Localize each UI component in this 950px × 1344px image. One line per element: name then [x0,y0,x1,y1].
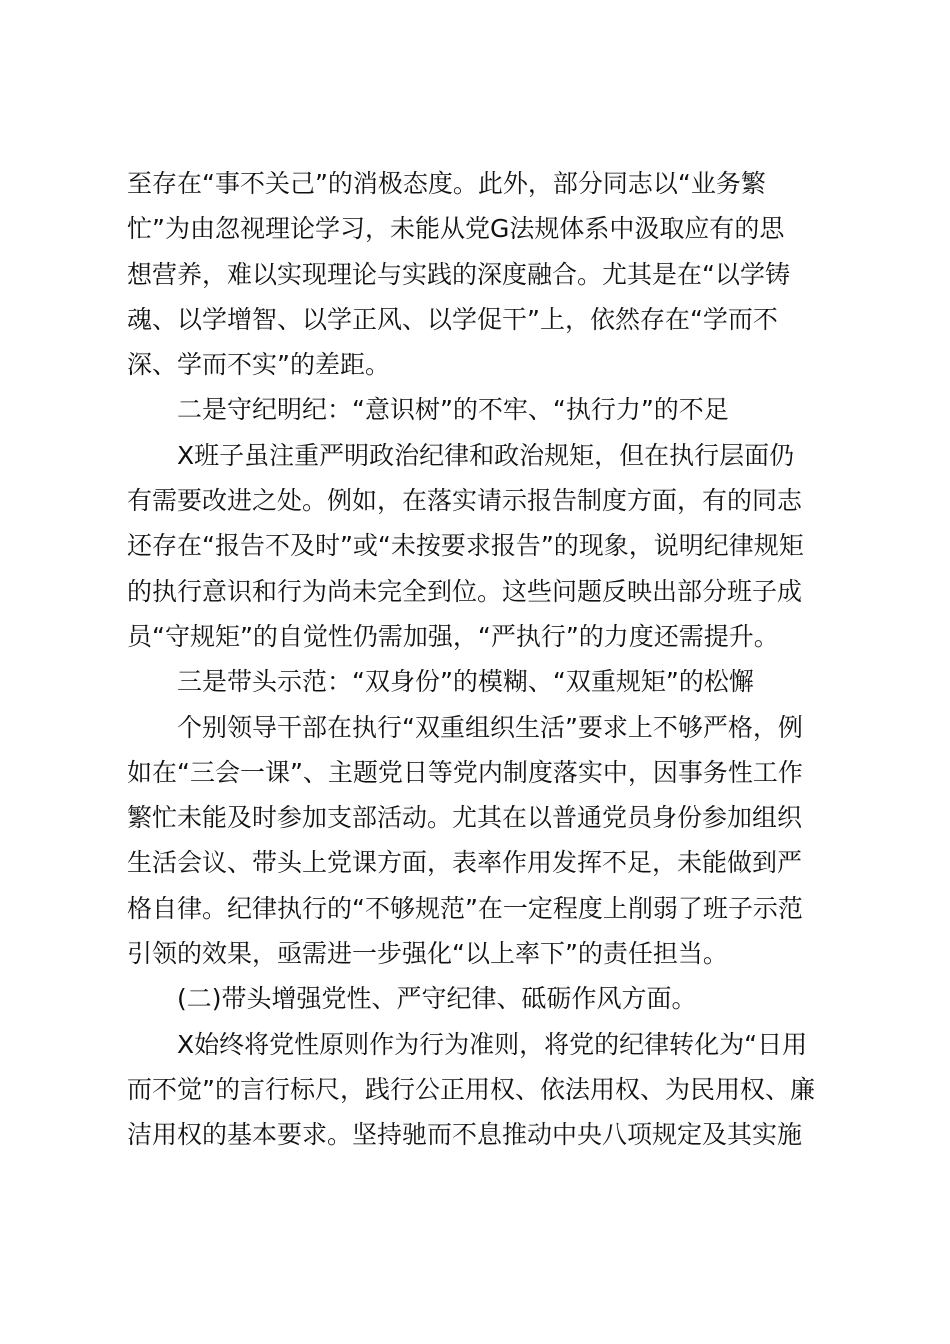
text-line: 魂、以学增智、以学正风、以学促干”上，依然存在“学而不 [127,304,778,334]
text-line: 深、学而不实”的差距。 [127,350,390,380]
text-line: 三是带头示范：“双身份”的模糊、“双重规矩”的松懈 [177,667,754,697]
text-line: X班子虽注重严明政治纪律和政治规矩，但在执行层面仍 [177,440,795,470]
text-line: 还存在“报告不及时”或“未按要求报告”的现象，说明纪律规矩 [127,531,804,561]
text-line: 个别领导干部在执行“双重组织生活”要求上不够严格，例 [177,712,803,742]
body-text [127,161,832,1158]
text-line: 洁用权的基本要求。坚持驰而不息推动中央八项规定及其实施 [127,1120,803,1150]
text-line: 格自律。纪律执行的“不够规范”在一定程度上削弱了班子示范 [127,893,803,923]
text-line: X始终将党性原则作为行为准则，将党的纪律转化为“日用 [177,1029,808,1059]
text-line: 员“守规矩”的自觉性仍需加强，“严执行”的力度还需提升。 [127,621,779,651]
text-line: 引领的效果，亟需进一步强化“以上率下”的责任担当。 [127,939,728,969]
text-line: (二)带头增强党性、严守纪律、砥砺作风方面。 [177,984,697,1014]
text-line: 二是守纪明纪：“意识树”的不牢、“执行力”的不足 [177,395,729,425]
text-line: 繁忙未能及时参加支部活动。尤其在以普通党员身份参加组织 [127,803,803,833]
text-line: 想营养，难以实现理论与实践的深度融合。尤其是在“以学铸 [127,259,790,289]
text-line: 而不觉”的言行标尺，践行公正用权、依法用权、为民用权、廉 [127,1074,815,1104]
text-line: 至存在“事不关己”的消极态度。此外，部分同志以“业务繁 [127,169,766,198]
text-line: 有需要改进之处。例如，在落实请示报告制度方面，有的同志 [127,486,803,516]
text-line: 的执行意识和行为尚未完全到位。这些问题反映出部分班子成 [127,576,803,606]
text-line: 忙”为由忽视理论学习，未能从党G法规体系中汲取应有的思 [127,214,785,244]
text-line: 生活会议、带头上党课方面，表率作用发挥不足，未能做到严 [127,848,803,878]
text-line: 如在“三会一课”、主题党日等党内制度落实中，因事务性工作 [127,757,803,787]
